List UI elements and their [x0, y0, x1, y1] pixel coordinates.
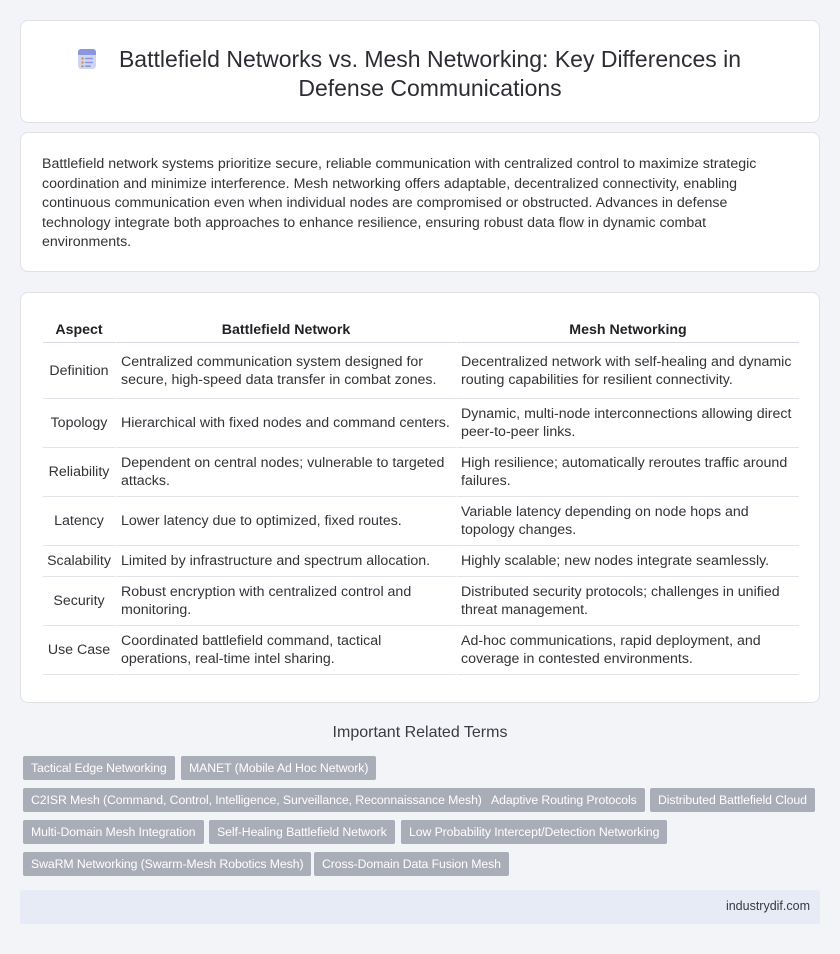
related-term-tag[interactable]: Multi-Domain Mesh Integration — [23, 820, 204, 844]
row-mesh-value: High resilience; automatically reroutes traffic around failures. — [457, 448, 799, 497]
comparison-table — [43, 315, 799, 675]
row-aspect: Reliability — [43, 448, 117, 497]
row-aspect: Scalability — [43, 546, 117, 577]
row-battlefield-value: Coordinated battlefield command, tactical operations, real-time intel sharing. — [117, 626, 457, 675]
related-terms-title: Important Related Terms — [332, 724, 508, 741]
row-aspect: Security — [43, 577, 117, 626]
row-battlefield-value: Dependent on central nodes; vulnerable to targeted attacks. — [117, 448, 457, 497]
comparison-card — [20, 292, 820, 703]
related-term-tag[interactable]: Distributed Battlefield Cloud — [650, 788, 815, 812]
table-row — [43, 448, 799, 497]
row-mesh-value: Dynamic, multi-node interconnections allowing direct peer-to-peer links. — [457, 399, 799, 448]
title-card — [20, 20, 820, 123]
header-aspect: Aspect — [43, 315, 117, 343]
row-battlefield-value: Robust encryption with centralized control and monitoring. — [117, 577, 457, 626]
table-row — [43, 546, 799, 577]
row-aspect: Topology — [43, 399, 117, 448]
related-term-tag[interactable]: MANET (Mobile Ad Hoc Network) — [181, 756, 376, 780]
row-mesh-value: Decentralized network with self-healing and dynamic routing capabilities for resilient connectivity. — [457, 343, 799, 399]
row-battlefield-value: Hierarchical with fixed nodes and command centers. — [117, 399, 457, 448]
row-mesh-value: Highly scalable; new nodes integrate seamlessly. — [457, 546, 799, 577]
related-term-tag[interactable]: Low Probability Intercept/Detection Networking — [401, 820, 667, 844]
table-header-row — [43, 315, 799, 343]
row-battlefield-value: Limited by infrastructure and spectrum allocation. — [117, 546, 457, 577]
row-battlefield-value: Centralized communication system designed for secure, high-speed data transfer in combat zones. — [117, 343, 457, 399]
related-term-tag[interactable]: Self-Healing Battlefield Network — [209, 820, 395, 844]
table-row — [43, 343, 799, 399]
related-term-tag[interactable]: Cross-Domain Data Fusion Mesh — [314, 852, 509, 876]
row-mesh-value: Ad-hoc communications, rapid deployment, and coverage in contested environments. — [457, 626, 799, 675]
table-row — [43, 497, 799, 546]
intro-card — [20, 132, 820, 272]
header-battlefield-network: Battlefield Network — [117, 315, 457, 343]
table-row — [43, 577, 799, 626]
related-term-tag[interactable]: C2ISR Mesh (Command, Control, Intelligence, Surveillance, Reconnaissance Mesh) — [23, 788, 490, 812]
page-title: Battlefield Networks vs. Mesh Networking: Key Differences in Defense Communications — [118, 46, 742, 101]
intro-paragraph: Battlefield network systems prioritize secure, reliable communication with centralized control to maximize strategic coordination and minimize interference. Mesh networking offers adaptable, decentralized connectivity, enabling continuous communication even when individual nodes are compromised or obstructed. Advances in defense technology integrate both approaches to enhance resilience, ensuring robust data flow in dynamic combat environments. — [42, 156, 757, 251]
header-mesh-networking: Mesh Networking — [457, 315, 799, 343]
footer-bar — [20, 890, 820, 924]
table-row — [43, 626, 799, 675]
row-mesh-value: Variable latency depending on node hops and topology changes. — [457, 497, 799, 546]
row-aspect: Use Case — [43, 626, 117, 675]
related-term-tag[interactable]: Adaptive Routing Protocols — [483, 788, 645, 812]
related-term-tag[interactable]: SwaRM Networking (Swarm-Mesh Robotics Mesh) — [23, 852, 311, 876]
footer-site[interactable]: industrydif.com — [725, 899, 810, 913]
row-mesh-value: Distributed security protocols; challenges in unified threat management. — [457, 577, 799, 626]
row-aspect: Definition — [43, 343, 117, 399]
row-battlefield-value: Lower latency due to optimized, fixed routes. — [117, 497, 457, 546]
row-aspect: Latency — [43, 497, 117, 546]
table-row — [43, 399, 799, 448]
related-term-tag[interactable]: Tactical Edge Networking — [23, 756, 175, 780]
